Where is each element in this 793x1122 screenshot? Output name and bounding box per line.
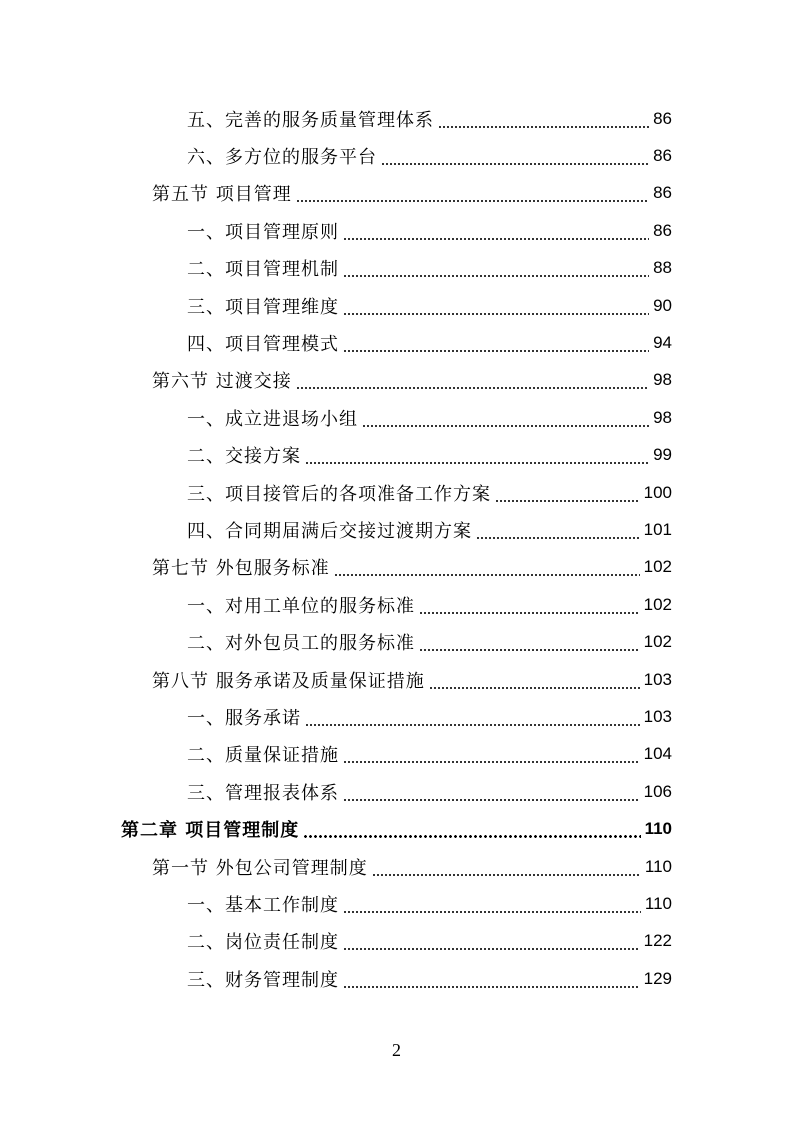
toc-entry-page-number: 102 [643, 594, 672, 614]
toc-entry-page-number: 100 [643, 482, 672, 502]
toc-entry-label: 三、管理报表体系 [187, 782, 339, 804]
toc-subsection-entry[interactable] [0, 250, 672, 287]
table-of-contents [0, 100, 793, 997]
toc-dot-leader [305, 708, 640, 726]
toc-entry-page-number: 86 [653, 183, 672, 203]
toc-section-entry[interactable] [0, 175, 672, 212]
toc-dot-leader [296, 371, 649, 389]
toc-dot-leader [343, 222, 649, 240]
toc-entry-page-number: 86 [653, 108, 672, 128]
toc-dot-leader [343, 895, 641, 913]
toc-subsection-entry[interactable] [0, 474, 672, 511]
toc-entry-page-number: 94 [653, 333, 672, 353]
toc-subsection-entry[interactable] [0, 736, 672, 773]
toc-entry-label: 第二章 项目管理制度 [121, 820, 300, 842]
toc-entry-label: 二、对外包员工的服务标准 [187, 633, 415, 655]
toc-dot-leader [438, 110, 649, 128]
toc-chapter-entry[interactable] [0, 810, 672, 847]
toc-subsection-entry[interactable] [0, 511, 672, 548]
toc-subsection-entry[interactable] [0, 212, 672, 249]
toc-entry-page-number: 110 [644, 893, 672, 913]
toc-dot-leader [495, 484, 640, 502]
toc-entry-label: 五、完善的服务质量管理体系 [187, 109, 434, 131]
toc-entry-page-number: 88 [653, 258, 672, 278]
toc-section-entry[interactable] [0, 549, 672, 586]
toc-subsection-entry[interactable] [0, 399, 672, 436]
toc-entry-page-number: 129 [643, 968, 672, 988]
toc-section-entry[interactable] [0, 362, 672, 399]
toc-subsection-entry[interactable] [0, 287, 672, 324]
toc-entry-label: 二、质量保证措施 [187, 745, 339, 767]
toc-entry-label: 第七节 外包服务标准 [152, 558, 330, 580]
toc-dot-leader [372, 858, 641, 876]
toc-entry-page-number: 103 [643, 669, 672, 689]
toc-entry-page-number: 101 [643, 519, 672, 539]
toc-entry-page-number: 110 [644, 819, 672, 839]
toc-entry-label: 一、基本工作制度 [187, 894, 339, 916]
toc-subsection-entry[interactable] [0, 773, 672, 810]
toc-entry-page-number: 103 [643, 706, 672, 726]
toc-entry-label: 二、项目管理机制 [187, 259, 339, 281]
toc-entry-page-number: 122 [643, 931, 672, 951]
toc-entry-label: 四、项目管理模式 [187, 334, 339, 356]
toc-entry-label: 三、财务管理制度 [187, 969, 339, 991]
toc-entry-page-number: 86 [653, 146, 672, 166]
toc-entry-label: 三、项目接管后的各项准备工作方案 [187, 483, 491, 505]
toc-dot-leader [362, 409, 649, 427]
toc-entry-label: 一、成立进退场小组 [187, 408, 358, 430]
toc-dot-leader [343, 297, 649, 315]
toc-subsection-entry[interactable] [0, 923, 672, 960]
toc-subsection-entry[interactable] [0, 586, 672, 623]
toc-dot-leader [303, 820, 640, 838]
toc-subsection-entry[interactable] [0, 885, 672, 922]
toc-dot-leader [343, 259, 649, 277]
page-number: 2 [392, 1040, 401, 1060]
toc-entry-page-number: 90 [653, 295, 672, 315]
toc-entry-label: 二、岗位责任制度 [187, 932, 339, 954]
toc-entry-label: 三、项目管理维度 [187, 296, 339, 318]
toc-section-entry[interactable] [0, 661, 672, 698]
toc-dot-leader [476, 521, 640, 539]
toc-dot-leader [343, 970, 640, 988]
toc-dot-leader [343, 745, 640, 763]
toc-entry-label: 第五节 项目管理 [152, 184, 292, 206]
toc-dot-leader [296, 184, 649, 202]
toc-entry-label: 六、多方位的服务平台 [187, 147, 377, 169]
toc-subsection-entry[interactable] [0, 437, 672, 474]
toc-entry-label: 第一节 外包公司管理制度 [152, 857, 368, 879]
toc-entry-page-number: 86 [653, 220, 672, 240]
toc-subsection-entry[interactable] [0, 100, 672, 137]
toc-entry-page-number: 98 [653, 370, 672, 390]
toc-dot-leader [419, 633, 640, 651]
toc-entry-label: 一、服务承诺 [187, 707, 301, 729]
toc-dot-leader [419, 596, 640, 614]
toc-subsection-entry[interactable] [0, 698, 672, 735]
toc-entry-label: 一、对用工单位的服务标准 [187, 595, 415, 617]
toc-dot-leader [343, 932, 640, 950]
toc-entry-label: 四、合同期届满后交接过渡期方案 [187, 520, 472, 542]
toc-section-entry[interactable] [0, 848, 672, 885]
toc-entry-page-number: 106 [643, 781, 672, 801]
toc-dot-leader [305, 446, 649, 464]
toc-entry-label: 二、交接方案 [187, 446, 301, 468]
toc-entry-page-number: 110 [644, 856, 672, 876]
toc-entry-label: 一、项目管理原则 [187, 221, 339, 243]
toc-entry-label: 第六节 过渡交接 [152, 371, 292, 393]
toc-subsection-entry[interactable] [0, 137, 672, 174]
toc-entry-page-number: 104 [643, 744, 672, 764]
toc-entry-page-number: 98 [653, 407, 672, 427]
toc-entry-page-number: 102 [643, 557, 672, 577]
toc-dot-leader [381, 147, 649, 165]
toc-subsection-entry[interactable] [0, 324, 672, 361]
toc-entry-page-number: 99 [653, 445, 672, 465]
toc-entry-page-number: 102 [643, 632, 672, 652]
toc-dot-leader [343, 334, 649, 352]
toc-dot-leader [429, 671, 640, 689]
toc-dot-leader [343, 783, 640, 801]
toc-subsection-entry[interactable] [0, 623, 672, 660]
toc-entry-label: 第八节 服务承诺及质量保证措施 [152, 670, 425, 692]
toc-subsection-entry[interactable] [0, 960, 672, 997]
toc-dot-leader [334, 558, 640, 576]
